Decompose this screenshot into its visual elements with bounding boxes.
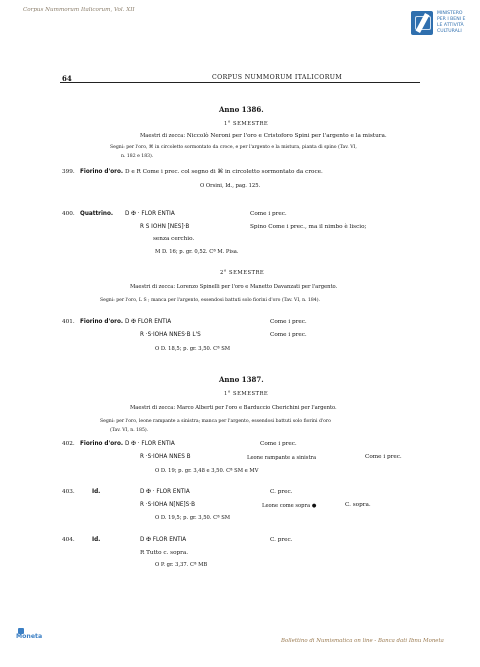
entry-reference: M D. 16; p. gr. 0,52. Cª M. Pisa. (155, 249, 239, 255)
obverse-legend: D ✠ FLOR ENTIA (140, 537, 187, 543)
journal-title: Corpus Nummorum Italicorum, Vol. XII (23, 7, 135, 13)
entry-reference: O D. 19; p. gr. 3,48 e 3,50. Cª SM e MV (155, 468, 259, 474)
reverse-description: Leone come sopra ● (262, 503, 317, 509)
masters-line: Maestri di zecca: Lorenzo Spinelli per l'oro e Manetto Davanzati per l'argento. (130, 284, 338, 290)
semester-heading: 1° SEMESTRE (224, 121, 269, 127)
page-number: 64 (62, 74, 72, 83)
entry-reference: O P. gr. 3,37. Cª MB (155, 562, 208, 568)
semester-heading: 1° SEMESTRE (224, 391, 269, 397)
footer-text: Bollettino di Numismatica on line - Banca dati Ibnu Moneta (281, 638, 444, 644)
signs-line-2: (Tav. VI, n. 185). (110, 428, 149, 433)
denomination: Id. (92, 537, 101, 543)
ministry-name: MINISTERO PER I BENI E LE ATTIVITÀ CULTURALI (437, 11, 466, 34)
obverse-legend: D ✠ · FLOR ENTIA (125, 441, 175, 447)
reverse-legend: R ·S·IOHA NNES B (140, 454, 191, 460)
obverse-description: Come i prec. (270, 319, 307, 325)
moneta-logo: Moneta (16, 628, 52, 642)
reverse-description-2: Come i prec. (365, 454, 402, 460)
obverse-legend: D ✠ · FLOR ENTIA (125, 211, 175, 217)
entry-number: 404. (62, 537, 75, 543)
reverse-description: R Tutto c. sopra. (140, 550, 189, 556)
signs-line: Segni: per l'oro, L S ; manca per l'argento, essendosi battuti solo fiorini d'oro (Tav. VI, n. 184). (100, 298, 320, 303)
entry-number: 403. (62, 489, 75, 495)
denomination: Fiorino d'oro. (80, 319, 124, 325)
year-heading: Anno 1387. (219, 375, 264, 384)
entry-reference: O D. 18,5; p. gr. 3,50. Cª SM (155, 346, 231, 352)
denomination: Fiorino d'oro. (80, 441, 124, 447)
signs-line-2: n. 182 e 183). (121, 154, 154, 159)
semester-heading: 2° SEMESTRE (220, 270, 265, 276)
obverse-legend: D ✠ · FLOR ENTIA (140, 489, 190, 495)
masters-line: Maestri di zecca: Marco Alberti per l'oro e Barduccio Cherichini per l'argento. (130, 405, 337, 411)
entry-reference: O Orsini, Id., pag. 125. (200, 183, 261, 189)
reverse-description: Leone rampante a sinistra (247, 455, 317, 461)
obverse-description: C. prec. (270, 489, 293, 495)
reverse-description-2: C. sopra. (345, 502, 371, 508)
reverse-description-2: senza cerchio. (153, 236, 195, 242)
year-heading: Anno 1386. (219, 105, 264, 114)
signs-line: Segni: per l'oro, ⌘ in circoletto sormontato da croce, e per l'argento e la mistura, pianta di spino (Tav. VI, (110, 145, 357, 150)
entry-number: 402. (62, 441, 75, 447)
denomination: Quattrino. (80, 211, 114, 217)
reverse-description: Spino Come i prec., ma il nimbo è liscio; (250, 224, 367, 230)
obverse-legend: D ✠ FLOR ENTIA (125, 319, 172, 325)
entry-reference: O D. 19,5; p. gr. 3,50. Cª SM (155, 515, 231, 521)
reverse-legend: R S IOHN [NES]·B (140, 224, 190, 230)
reverse-legend: R ·S·IOHA N[NE]S·B (140, 502, 195, 508)
masters-line: Maestri di zecca: Niccolò Neroni per l'oro e Cristoforo Spini per l'argento e la mistura. (140, 133, 387, 139)
running-head: CORPUS NUMMORUM ITALICORUM (212, 74, 343, 81)
denomination: Id. (92, 489, 101, 495)
obverse-description: Come i prec. (250, 211, 287, 217)
denomination: Fiorino d'oro. (80, 169, 124, 175)
reverse-legend: R ·S·IOHA NNES·B L'S (140, 332, 201, 338)
entry-number: 399. (62, 169, 75, 175)
signs-line: Segni: per l'oro, leone rampante a sinistra; manca per l'argento, essendosi battuti solo fiorini d'oro (100, 419, 331, 424)
entry-number: 400. (62, 211, 75, 217)
obverse-description: C. prec. (270, 537, 293, 543)
entry-number: 401. (62, 319, 75, 325)
reverse-description: Come i prec. (270, 332, 307, 338)
obverse-description: Come i prec. (260, 441, 297, 447)
ministry-logo (411, 11, 433, 35)
entry-description: D e R Come i prec. col segno di ⌘ in circoletto sormontato da croce. (125, 169, 323, 175)
header-rule (60, 82, 420, 83)
